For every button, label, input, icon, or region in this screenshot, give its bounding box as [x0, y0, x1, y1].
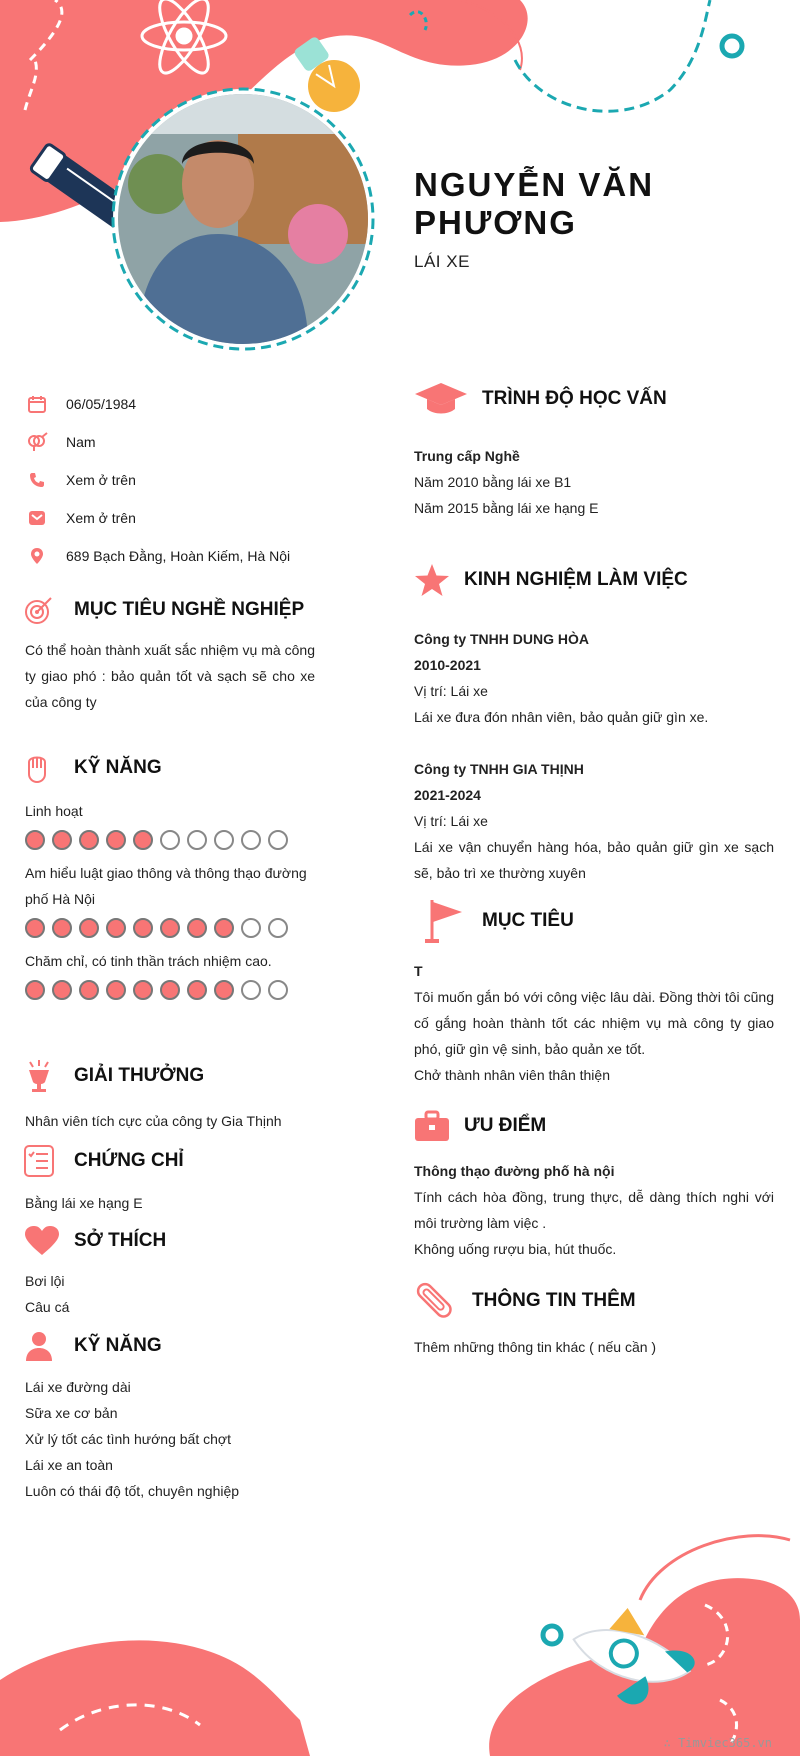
rating-dot-filled — [79, 830, 99, 850]
contact-phone-text: Xem ở trên — [66, 472, 136, 488]
contact-gender-text: Nam — [66, 434, 96, 450]
skill2-item: Sữa xe cơ bản — [25, 1405, 118, 1421]
rating-dot-filled — [106, 918, 126, 938]
goal-text: Tôi muốn gắn bó với công việc lâu dài. Đồng thời tôi cũng cố gắng hoàn thành tốt các nhiệm vụ mà công ty giao phó, giữ gìn vệ sinh, bảo quản xe tốt. — [414, 989, 774, 1057]
job-position: Vị trí: Lái xe — [414, 683, 488, 699]
experience-job — [414, 626, 774, 730]
awards-text: Nhân viên tích cực của công ty Gia Thịnh — [25, 1113, 282, 1129]
skill-rating — [25, 918, 325, 938]
experience-job — [414, 756, 774, 886]
rating-dot-empty — [214, 830, 234, 850]
rating-dot-empty — [241, 918, 261, 938]
certs-title: CHỨNG CHỈ — [74, 1150, 184, 1171]
profile-photo — [118, 94, 368, 344]
rating-dot-empty — [268, 918, 288, 938]
target-icon — [24, 595, 54, 625]
paperclip-icon — [414, 1280, 456, 1322]
rating-dot-filled — [79, 918, 99, 938]
rating-dot-filled — [52, 830, 72, 850]
extra-title: THÔNG TIN THÊM — [472, 1290, 636, 1311]
job-title: LÁI XE — [414, 252, 470, 271]
awards-header — [24, 1058, 204, 1094]
skill-rating — [25, 830, 325, 850]
skill-label: Am hiểu luật giao thông và thông thạo đường phố Hà Nội — [25, 865, 307, 907]
calendar-icon — [26, 393, 48, 415]
job-years: 2010-2021 — [414, 657, 481, 673]
hobbies-title: SỞ THÍCH — [74, 1230, 167, 1251]
contact-email-text: Xem ở trên — [66, 510, 136, 526]
strengths-text2: Không uống rượu bia, hút thuốc. — [414, 1241, 617, 1257]
trophy-icon — [24, 1058, 54, 1094]
contact-address-text: 689 Bạch Đằng, Hoàn Kiếm, Hà Nội — [66, 548, 291, 564]
skills2-title: KỸ NĂNG — [74, 1335, 162, 1356]
objective-header — [24, 595, 304, 625]
fist-icon — [24, 752, 50, 784]
watermark: ∴ Timviec365.vn — [663, 1736, 772, 1750]
job-position: Vị trí: Lái xe — [414, 813, 488, 829]
profile-photo-image — [118, 94, 368, 344]
strengths-text: Tính cách hòa đồng, trung thực, dễ dàng thích nghi với môi trường làm việc . — [414, 1189, 774, 1231]
experience-header — [414, 563, 688, 597]
extra-text: Thêm những thông tin khác ( nếu cần ) — [414, 1339, 657, 1355]
flag-icon — [424, 898, 464, 944]
rating-dot-filled — [133, 918, 153, 938]
skills-title: KỸ NĂNG — [74, 757, 162, 778]
rating-dot-filled — [133, 830, 153, 850]
awards-title: GIẢI THƯỞNG — [74, 1065, 205, 1086]
star-icon — [414, 563, 450, 597]
gender-icon — [26, 431, 48, 453]
briefcase-icon — [414, 1110, 450, 1142]
rating-dot-filled — [133, 980, 153, 1000]
skill2-item: Lái xe an toàn — [25, 1457, 113, 1473]
person-icon — [24, 1330, 54, 1362]
strengths-head: Thông thạo đường phố hà nội — [414, 1163, 615, 1179]
skills-list — [25, 798, 325, 1010]
goal-title: MỤC TIÊU — [482, 910, 574, 931]
rating-dot-filled — [25, 830, 45, 850]
graduation-cap-icon — [414, 381, 468, 417]
skill-label: Linh hoạt — [25, 803, 83, 819]
rating-dot-filled — [106, 980, 126, 1000]
education-line: Năm 2015 bằng lái xe hạng E — [414, 500, 599, 516]
rating-dot-filled — [25, 980, 45, 1000]
certs-header — [24, 1145, 184, 1177]
hobby-item: Câu cá — [25, 1299, 70, 1315]
objective-text: Có thể hoàn thành xuất sắc nhiệm vụ mà công ty giao phó : bảo quản tốt và sạch sẽ cho xe của công ty — [25, 642, 315, 710]
heart-icon — [24, 1225, 60, 1257]
goal-header — [424, 898, 574, 944]
hobbies-header — [24, 1225, 166, 1257]
skill2-item: Lái xe đường dài — [25, 1379, 131, 1395]
contact-address — [26, 537, 346, 575]
skill-rating — [25, 980, 325, 1000]
checklist-icon — [24, 1145, 54, 1177]
skills2-header — [24, 1330, 162, 1362]
education-header — [414, 381, 667, 417]
skills-header — [24, 752, 162, 784]
rating-dot-filled — [25, 918, 45, 938]
contact-phone — [26, 461, 346, 499]
job-company: Công ty TNHH DUNG HÒA — [414, 631, 589, 647]
skill-label: Chăm chỉ, có tinh thần trách nhiệm cao. — [25, 953, 272, 969]
rating-dot-filled — [187, 980, 207, 1000]
hobbies-list — [25, 1268, 69, 1320]
strengths-body — [414, 1158, 774, 1262]
phone-icon — [26, 469, 48, 491]
rating-dot-filled — [106, 830, 126, 850]
email-icon — [26, 507, 48, 529]
education-school: Trung cấp Nghề — [414, 448, 520, 464]
rating-dot-filled — [187, 918, 207, 938]
education-line: Năm 2010 bằng lái xe B1 — [414, 474, 572, 490]
skill2-item: Xử lý tốt các tình hướng bất chợt — [25, 1431, 231, 1447]
goal-body — [414, 958, 774, 1088]
rating-dot-empty — [187, 830, 207, 850]
job-description: Lái xe vận chuyển hàng hóa, bảo quản giữ gìn xe sạch sẽ, bảo trì xe thường xuyên — [414, 839, 774, 881]
hobby-item: Bơi lội — [25, 1273, 65, 1289]
education-title: TRÌNH ĐỘ HỌC VẤN — [482, 388, 667, 409]
contact-list — [26, 385, 346, 575]
rating-dot-filled — [214, 980, 234, 1000]
rating-dot-empty — [268, 830, 288, 850]
rating-dot-empty — [241, 830, 261, 850]
certs-text: Bằng lái xe hạng E — [25, 1195, 143, 1211]
job-description: Lái xe đưa đón nhân viên, bảo quản giữ gìn xe. — [414, 709, 709, 725]
contact-birthday — [26, 385, 346, 423]
rating-dot-filled — [79, 980, 99, 1000]
experience-title: KINH NGHIỆM LÀM VIỆC — [464, 569, 688, 590]
goal-text2: Chở thành nhân viên thân thiện — [414, 1067, 610, 1083]
job-years: 2021-2024 — [414, 787, 481, 803]
rating-dot-filled — [214, 918, 234, 938]
skill2-item: Luôn có thái độ tốt, chuyên nghiệp — [25, 1483, 240, 1499]
objective-title: MỤC TIÊU NGHỀ NGHIỆP — [74, 599, 305, 620]
extra-header — [414, 1280, 636, 1322]
rating-dot-empty — [241, 980, 261, 1000]
skills2-list — [25, 1374, 239, 1504]
job-company: Công ty TNHH GIA THỊNH — [414, 761, 584, 777]
rating-dot-filled — [160, 980, 180, 1000]
rating-dot-filled — [160, 918, 180, 938]
rating-dot-empty — [160, 830, 180, 850]
candidate-name: NGUYỄN VĂN PHƯƠNG — [414, 166, 655, 241]
strengths-title: ƯU ĐIỂM — [464, 1115, 547, 1136]
goal-head: T — [414, 963, 423, 979]
rating-dot-filled — [52, 918, 72, 938]
rating-dot-filled — [52, 980, 72, 1000]
education-body — [414, 443, 598, 521]
contact-birthday-text: 06/05/1984 — [66, 396, 137, 412]
location-icon — [26, 545, 48, 567]
contact-email — [26, 499, 346, 537]
contact-gender — [26, 423, 346, 461]
strengths-header — [414, 1110, 546, 1142]
rating-dot-empty — [268, 980, 288, 1000]
